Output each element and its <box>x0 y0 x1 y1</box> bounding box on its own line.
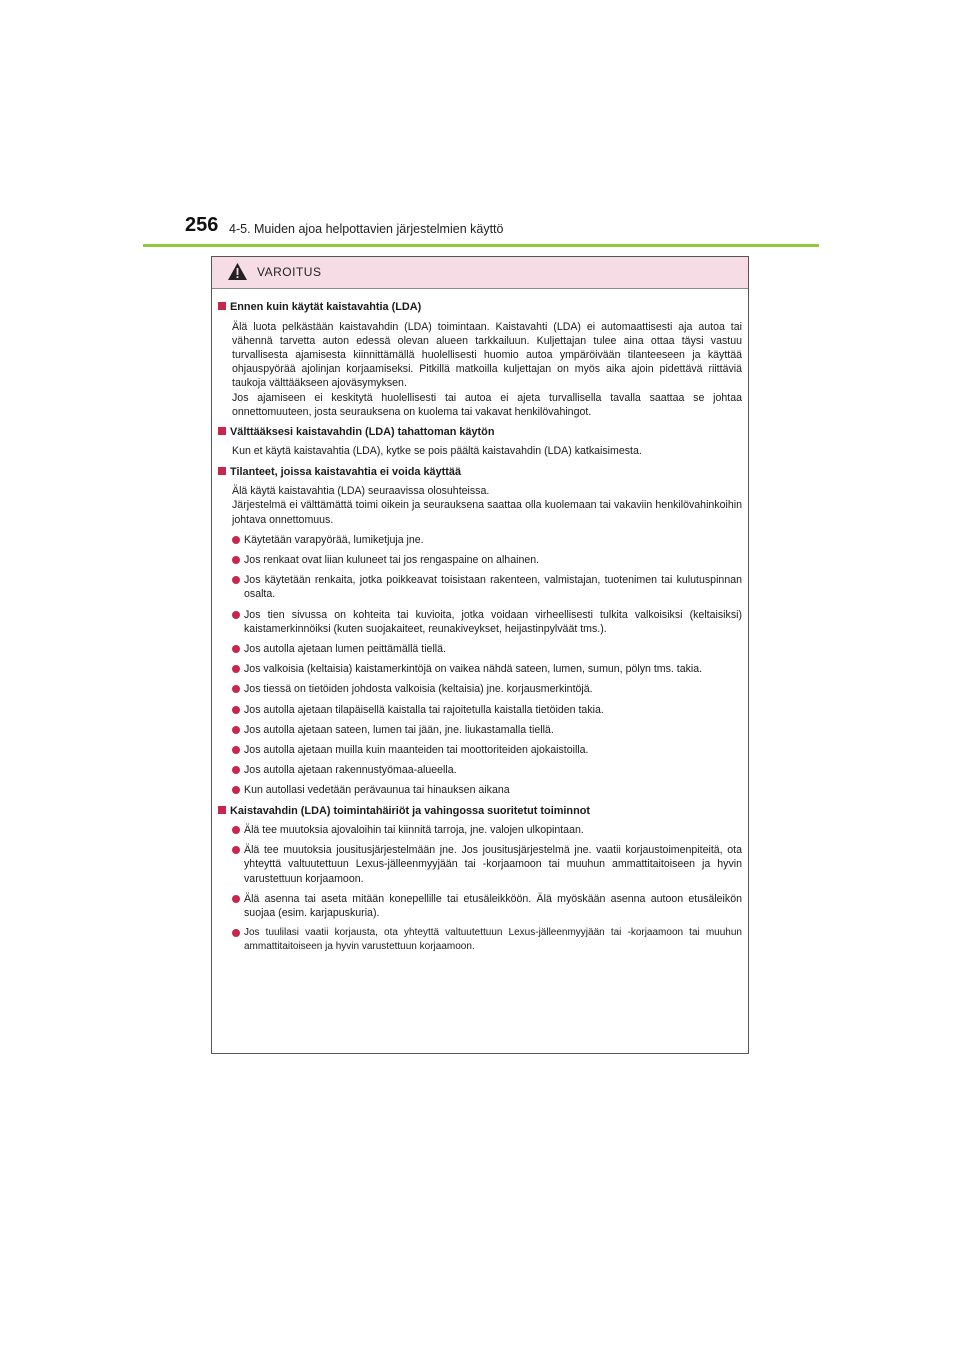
bullet-text: Jos autolla ajetaan muilla kuin maanteiden tai moottoriteiden ajokaistoilla. <box>244 743 589 756</box>
bullet-text: Älä asenna tai aseta mitään konepellille tai etusäleikköön. Älä myöskään asenna autoon etusäleikön suojaa (esim. karjapuskuria). <box>244 892 742 920</box>
warning-section <box>218 465 742 798</box>
bullet-item <box>232 723 742 737</box>
bullet-dot-icon <box>232 766 240 774</box>
bullet-text: Jos tiessä on tietöiden johdosta valkoisia (keltaisia) jne. korjausmerkintöjä. <box>244 683 593 696</box>
bullet-item <box>232 703 742 717</box>
bullet-dot-icon <box>232 746 240 754</box>
section-title <box>218 804 742 819</box>
bullet-text: Jos tuulilasi vaatii korjausta, ota yhteyttä valtuutettuun Lexus-jälleenmyyjään tai -korjaamoon tai muuhun ammattitaitoiseen ja hyvin varustettuun korjaamoon. <box>244 927 742 952</box>
section-title-text: Välttääksesi kaistavahdin (LDA) tahattoman käytön <box>230 425 495 438</box>
page-number: 256 <box>185 214 219 236</box>
bullet-dot-icon <box>232 685 240 693</box>
bullet-dot-icon <box>232 846 240 854</box>
bullet-item <box>232 553 742 567</box>
square-bullet-icon <box>218 467 226 475</box>
bullet-dot-icon <box>232 536 240 544</box>
bullet-dot-icon <box>232 706 240 714</box>
bullet-dot-icon <box>232 929 240 937</box>
bullet-item <box>232 682 742 696</box>
bullet-item <box>232 743 742 757</box>
bullet-dot-icon <box>232 826 240 834</box>
section-title <box>218 425 742 440</box>
section-title-text: Kaistavahdin (LDA) toimintahäiriöt ja vahingossa suoritetut toiminnot <box>230 804 591 817</box>
bullet-text: Jos autolla ajetaan lumen peittämällä tiellä. <box>244 642 446 655</box>
bullet-item <box>232 783 742 797</box>
bullet-text: Jos valkoisia (keltaisia) kaistamerkintöjä on vaikea nähdä sateen, lumen, sumun, pölyn tms. takia. <box>244 663 703 676</box>
section-paragraphs <box>232 320 742 419</box>
section-title-text: Tilanteet, joissa kaistavahtia ei voida käyttää <box>230 465 462 478</box>
bullet-text: Älä tee muutoksia ajovaloihin tai kiinnitä tarroja, jne. valojen ulkopintaan. <box>244 824 584 837</box>
bullet-item <box>232 662 742 676</box>
paragraph: Jos ajamiseen ei keskitytä huolellisesti tai autoa ei ajeta turvallisella tavalla saattaa se johtaa onnettomuuteen, josta seurauksena on kuolema tai vakavat henkilövahingot. <box>232 391 742 418</box>
bullet-item <box>232 533 742 547</box>
section-title <box>218 465 742 480</box>
warning-title: VAROITUS <box>257 265 322 279</box>
bullet-item <box>232 926 742 953</box>
warning-section <box>218 425 742 459</box>
warning-header <box>212 257 748 289</box>
bullet-text: Jos autolla ajetaan tilapäisellä kaistalla tai rajoitetulla kaistalla tietöiden takia. <box>244 703 604 716</box>
bullet-item <box>232 763 742 777</box>
bullet-item <box>232 608 742 636</box>
warning-section <box>218 804 742 954</box>
bullet-text: Jos renkaat ovat liian kuluneet tai jos rengaspaine on alhainen. <box>244 553 540 566</box>
chapter-title: 4-5. Muiden ajoa helpottavien järjestelmien käyttö <box>229 222 504 236</box>
bullet-item <box>232 892 742 920</box>
page-header <box>185 212 765 246</box>
bullet-text: Jos tien sivussa on kohteita tai kuvioita, jotka voidaan virheellisesti tulkita valkoisiksi (keltaisiksi) kaistamerkinnöiksi (kuten suojakaiteet, reunakiveykset, heijastinpylväät tms.). <box>244 608 742 635</box>
header-rule <box>143 244 819 247</box>
paragraph: Kun et käytä kaistavahtia (LDA), kytke se pois päältä kaistavahdin (LDA) katkaisimesta. <box>232 445 642 458</box>
bullet-dot-icon <box>232 726 240 734</box>
bullet-dot-icon <box>232 786 240 794</box>
bullet-text: Kun autollasi vedetään perävaunua tai hinauksen aikana <box>244 784 510 797</box>
warning-body <box>212 289 748 953</box>
square-bullet-icon <box>218 427 226 435</box>
bullet-text: Jos käytetään renkaita, jotka poikkeavat toisistaan rakenteen, valmistajan, tuotenimen tai kulutuspinnan osalta. <box>244 574 742 601</box>
bullet-dot-icon <box>232 576 240 584</box>
bullet-item <box>232 573 742 601</box>
bullet-text: Käytetään varapyörää, lumiketjuja jne. <box>244 533 424 546</box>
bullet-dot-icon <box>232 611 240 619</box>
warning-triangle-icon <box>227 262 248 281</box>
bullet-text: Jos autolla ajetaan rakennustyömaa-alueella. <box>244 764 457 777</box>
bullet-dot-icon <box>232 665 240 673</box>
paragraph: Älä luota pelkästään kaistavahdin (LDA) toimintaan. Kaistavahti (LDA) ei automaattisesti aja autoa tai vähennä tarvetta auton edessä olevan alueen tarkkailuun. Kuljettajan tulee aina ottaa täysi vastuu turvallisesta ajamisesta kiinnittämällä huolellisesti huomio autoa ympäröivään tilanteeseen ja käyttää ohjauspyörää ajolinjan korjaamiseksi. Pitkillä matkoilla kuljettajan on myös aika ajoin pidettävä riittäviä taukoja välttääkseen ajoväsymyksen. <box>232 320 742 390</box>
section-paragraphs <box>232 444 742 458</box>
bullet-dot-icon <box>232 556 240 564</box>
paragraph: Älä käytä kaistavahtia (LDA) seuraavissa olosuhteissa. <box>232 485 490 498</box>
section-paragraphs <box>232 484 742 527</box>
warning-section <box>218 300 742 419</box>
bullet-text: Älä tee muutoksia jousitusjärjestelmään jne. Jos jousitusjärjestelmä jne. vaatii korjaustoimenpiteitä, ota yhteyttä valtuutettuun Lexus-jälleenmyyjään tai -korjaamoon tai muuhun ammattitaitoiseen ja hyvin varustettuun korjaamoon. <box>244 844 742 885</box>
section-title-text: Ennen kuin käytät kaistavahtia (LDA) <box>230 301 422 313</box>
bullet-item <box>232 642 742 656</box>
warning-box <box>211 256 749 1054</box>
bullet-dot-icon <box>232 645 240 653</box>
bullet-text: Jos autolla ajetaan sateen, lumen tai jään, jne. liukastamalla tiellä. <box>244 723 554 736</box>
paragraph: Järjestelmä ei välttämättä toimi oikein ja seurauksena saattaa olla kuolemaan tai vakaviin henkilövahinkoihin johtava onnettomuus. <box>232 499 742 526</box>
bullet-dot-icon <box>232 895 240 903</box>
square-bullet-icon <box>218 302 226 310</box>
bullet-item <box>232 843 742 886</box>
section-title <box>218 300 742 315</box>
bullet-item <box>232 823 742 837</box>
square-bullet-icon <box>218 806 226 814</box>
